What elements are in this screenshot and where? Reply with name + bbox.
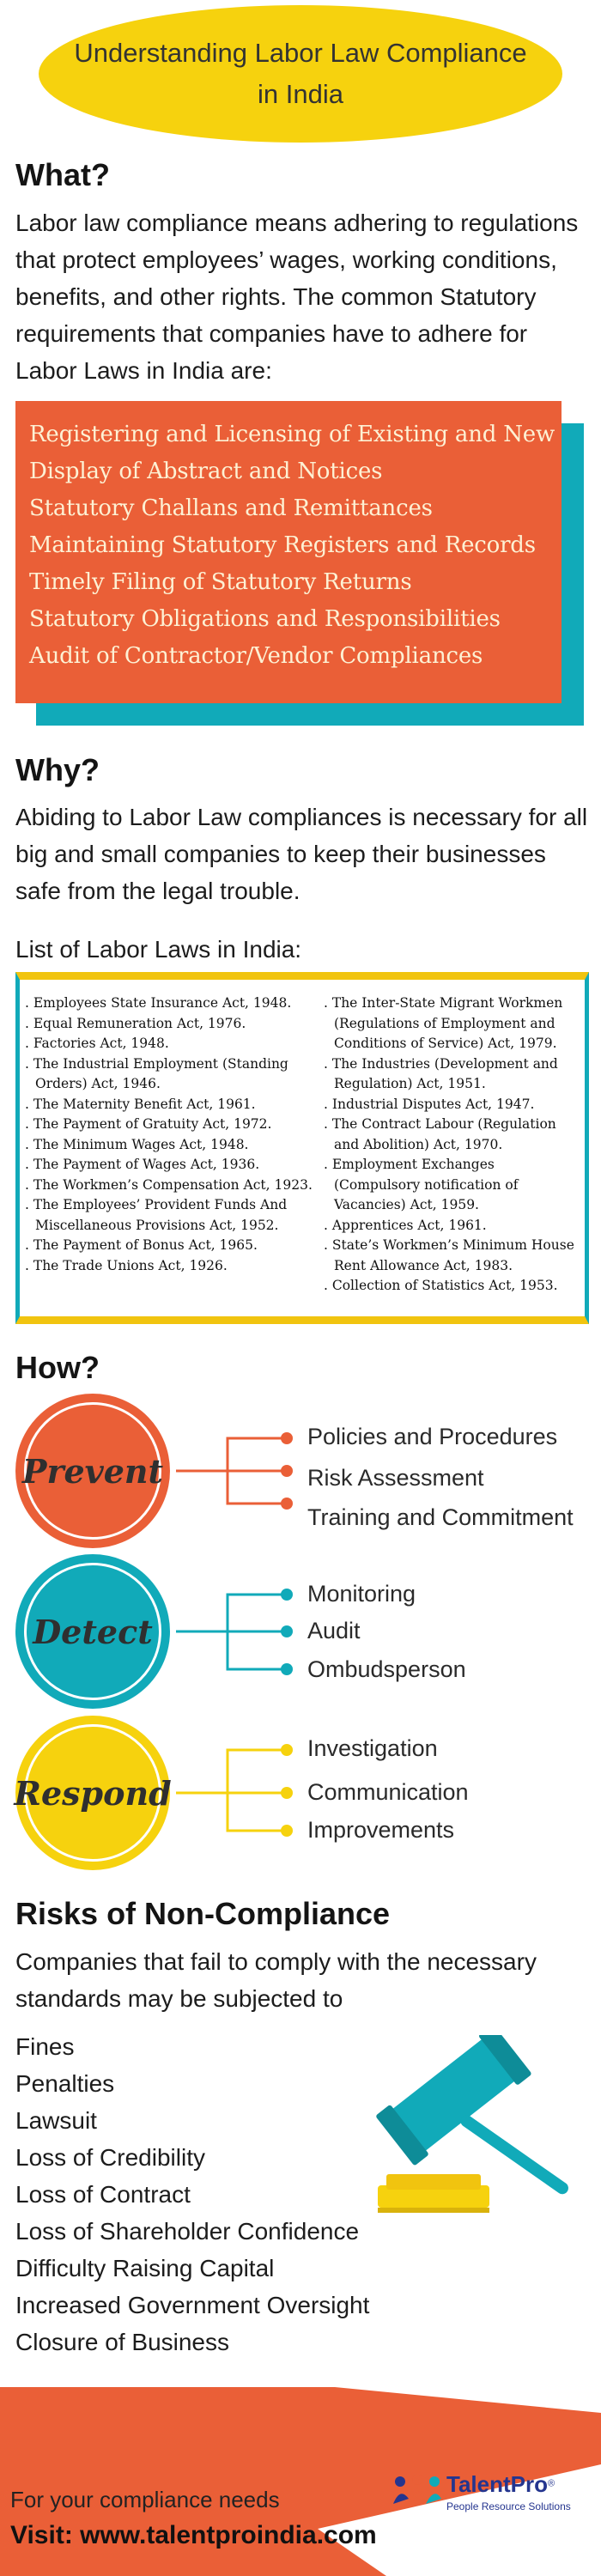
bullet-dot [281,1465,293,1477]
detect-label: Detect [33,1612,153,1651]
bullet-dot [281,1744,293,1756]
laws-list-right [324,993,581,1297]
list-item: . Equal Remuneration Act, 1976. [25,1014,317,1035]
list-item: Statutory Obligations and Responsibilities [29,606,501,632]
list-item: . The Industries (Development and Regulation) Act, 1951. [324,1054,581,1095]
list-item: . The Payment of Bonus Act, 1965. [25,1236,317,1256]
list-item: . The Employees’ Provident Funds And Miscellaneous Provisions Act, 1952. [25,1195,317,1236]
list-item: . The Contract Labour (Regulation and Abolition) Act, 1970. [324,1115,581,1155]
risks-intro: Companies that fail to comply with the necessary standards may be subjected to [15,1948,537,2012]
prevent-circle [15,1394,170,1548]
list-item: Registering and Licensing of Existing and New [29,422,555,447]
list-item: Penalties [15,2070,115,2097]
respond-label: Respond [14,1773,172,1813]
list-item: Statutory Challans and Remittances [29,495,433,521]
bullet-dot [281,1787,293,1799]
list-item: . The Payment of Wages Act, 1936. [25,1155,317,1176]
list-item: Fines [15,2033,75,2060]
bullet-dot [281,1498,293,1510]
how-item: Investigation [307,1735,438,1761]
respond-circle [15,1716,170,1870]
footer-tagline: For your compliance needs [10,2487,280,2512]
detect-circle [15,1554,170,1709]
laws-heading: List of Labor Laws in India: [15,936,302,963]
list-item: Difficulty Raising Capital [15,2255,275,2281]
list-item: . The Trade Unions Act, 1926. [25,1256,317,1277]
list-item: . The Maternity Benefit Act, 1961. [25,1095,317,1115]
list-item: Closure of Business [15,2329,230,2355]
gavel-icon [361,2035,592,2233]
page-title: Understanding Labor Law Compliance in India [74,38,527,109]
what-intro: Labor law compliance means adhering to regulations that protect employees’ wages, working conditions, benefits, and other rights. The common Statutory requirements that companies have to adhere for Labor Laws in India are: [15,210,579,384]
footer-visit-link[interactable]: Visit: www.talentproindia.com [10,2521,377,2549]
why-heading: Why? [15,752,100,787]
how-heading: How? [15,1350,100,1385]
how-item: Audit [307,1618,361,1643]
logo-name: TalentPro [446,2471,548,2497]
list-item: Increased Government Oversight [15,2292,370,2318]
list-item: Maintaining Statutory Registers and Records [29,532,536,558]
risks-heading: Risks of Non-Compliance [15,1896,391,1931]
detect-connector [176,1595,285,1669]
how-item: Improvements [307,1817,455,1843]
bullet-dot [281,1625,293,1637]
list-item: . The Minimum Wages Act, 1948. [25,1135,317,1156]
why-text: Abiding to Labor Law compliances is necessary for all big and small companies to keep their businesses safe from the legal trouble. [15,804,588,904]
list-item: Lawsuit [15,2107,97,2134]
list-item: Loss of Contract [15,2181,191,2208]
requirements-list [29,416,555,675]
title-banner [39,5,562,143]
list-item: . The Inter-State Migrant Workmen (Regulations of Employment and Conditions of Service) Act, 1979. [324,993,581,1054]
list-item: Loss of Shareholder Confidence [15,2218,360,2245]
list-item: Display of Abstract and Notices [29,459,383,484]
talentpro-logo [446,2471,555,2498]
respond-connector [176,1750,285,1831]
how-item: Risk Assessment [307,1465,484,1491]
how-item: Ombudsperson [307,1656,466,1682]
list-item: Audit of Contractor/Vendor Compliances [29,643,483,669]
list-item: . Employees State Insurance Act, 1948. [25,993,317,1014]
list-item: . Industrial Disputes Act, 1947. [324,1095,581,1115]
list-item: . State’s Workmen’s Minimum House Rent Allowance Act, 1983. [324,1236,581,1276]
bullet-dot [281,1825,293,1837]
how-item: Training and Commitment [307,1504,574,1530]
list-item: Loss of Credibility [15,2144,205,2171]
laws-box [15,972,589,1324]
requirements-box [15,401,562,703]
logo-registered-mark: ® [547,2478,555,2489]
prevent-label: Prevent [21,1451,164,1491]
list-item: . The Payment of Gratuity Act, 1972. [25,1115,317,1135]
how-item: Communication [307,1779,469,1805]
prevent-connector [176,1438,285,1504]
laws-list-left [25,993,317,1276]
bullet-dot [281,1663,293,1675]
how-item: Policies and Procedures [307,1424,558,1449]
list-item: . The Industrial Employment (Standing Orders) Act, 1946. [25,1054,317,1095]
what-heading: What? [15,157,110,192]
risks-list [15,2028,369,2360]
bullet-dot [281,1589,293,1601]
list-item: . Employment Exchanges (Compulsory notification of Vacancies) Act, 1959. [324,1155,581,1216]
list-item: . Factories Act, 1948. [25,1034,317,1054]
list-item: . The Workmen’s Compensation Act, 1923. [25,1176,317,1196]
list-item: Timely Filing of Statutory Returns [29,569,412,595]
how-item: Monitoring [307,1581,416,1607]
logo-tagline: People Resource Solutions [446,2500,571,2512]
bullet-dot [281,1432,293,1444]
list-item: . Collection of Statistics Act, 1953. [324,1276,581,1297]
list-item: . Apprentices Act, 1961. [324,1216,581,1236]
talentpro-logo-icon [392,2473,443,2512]
